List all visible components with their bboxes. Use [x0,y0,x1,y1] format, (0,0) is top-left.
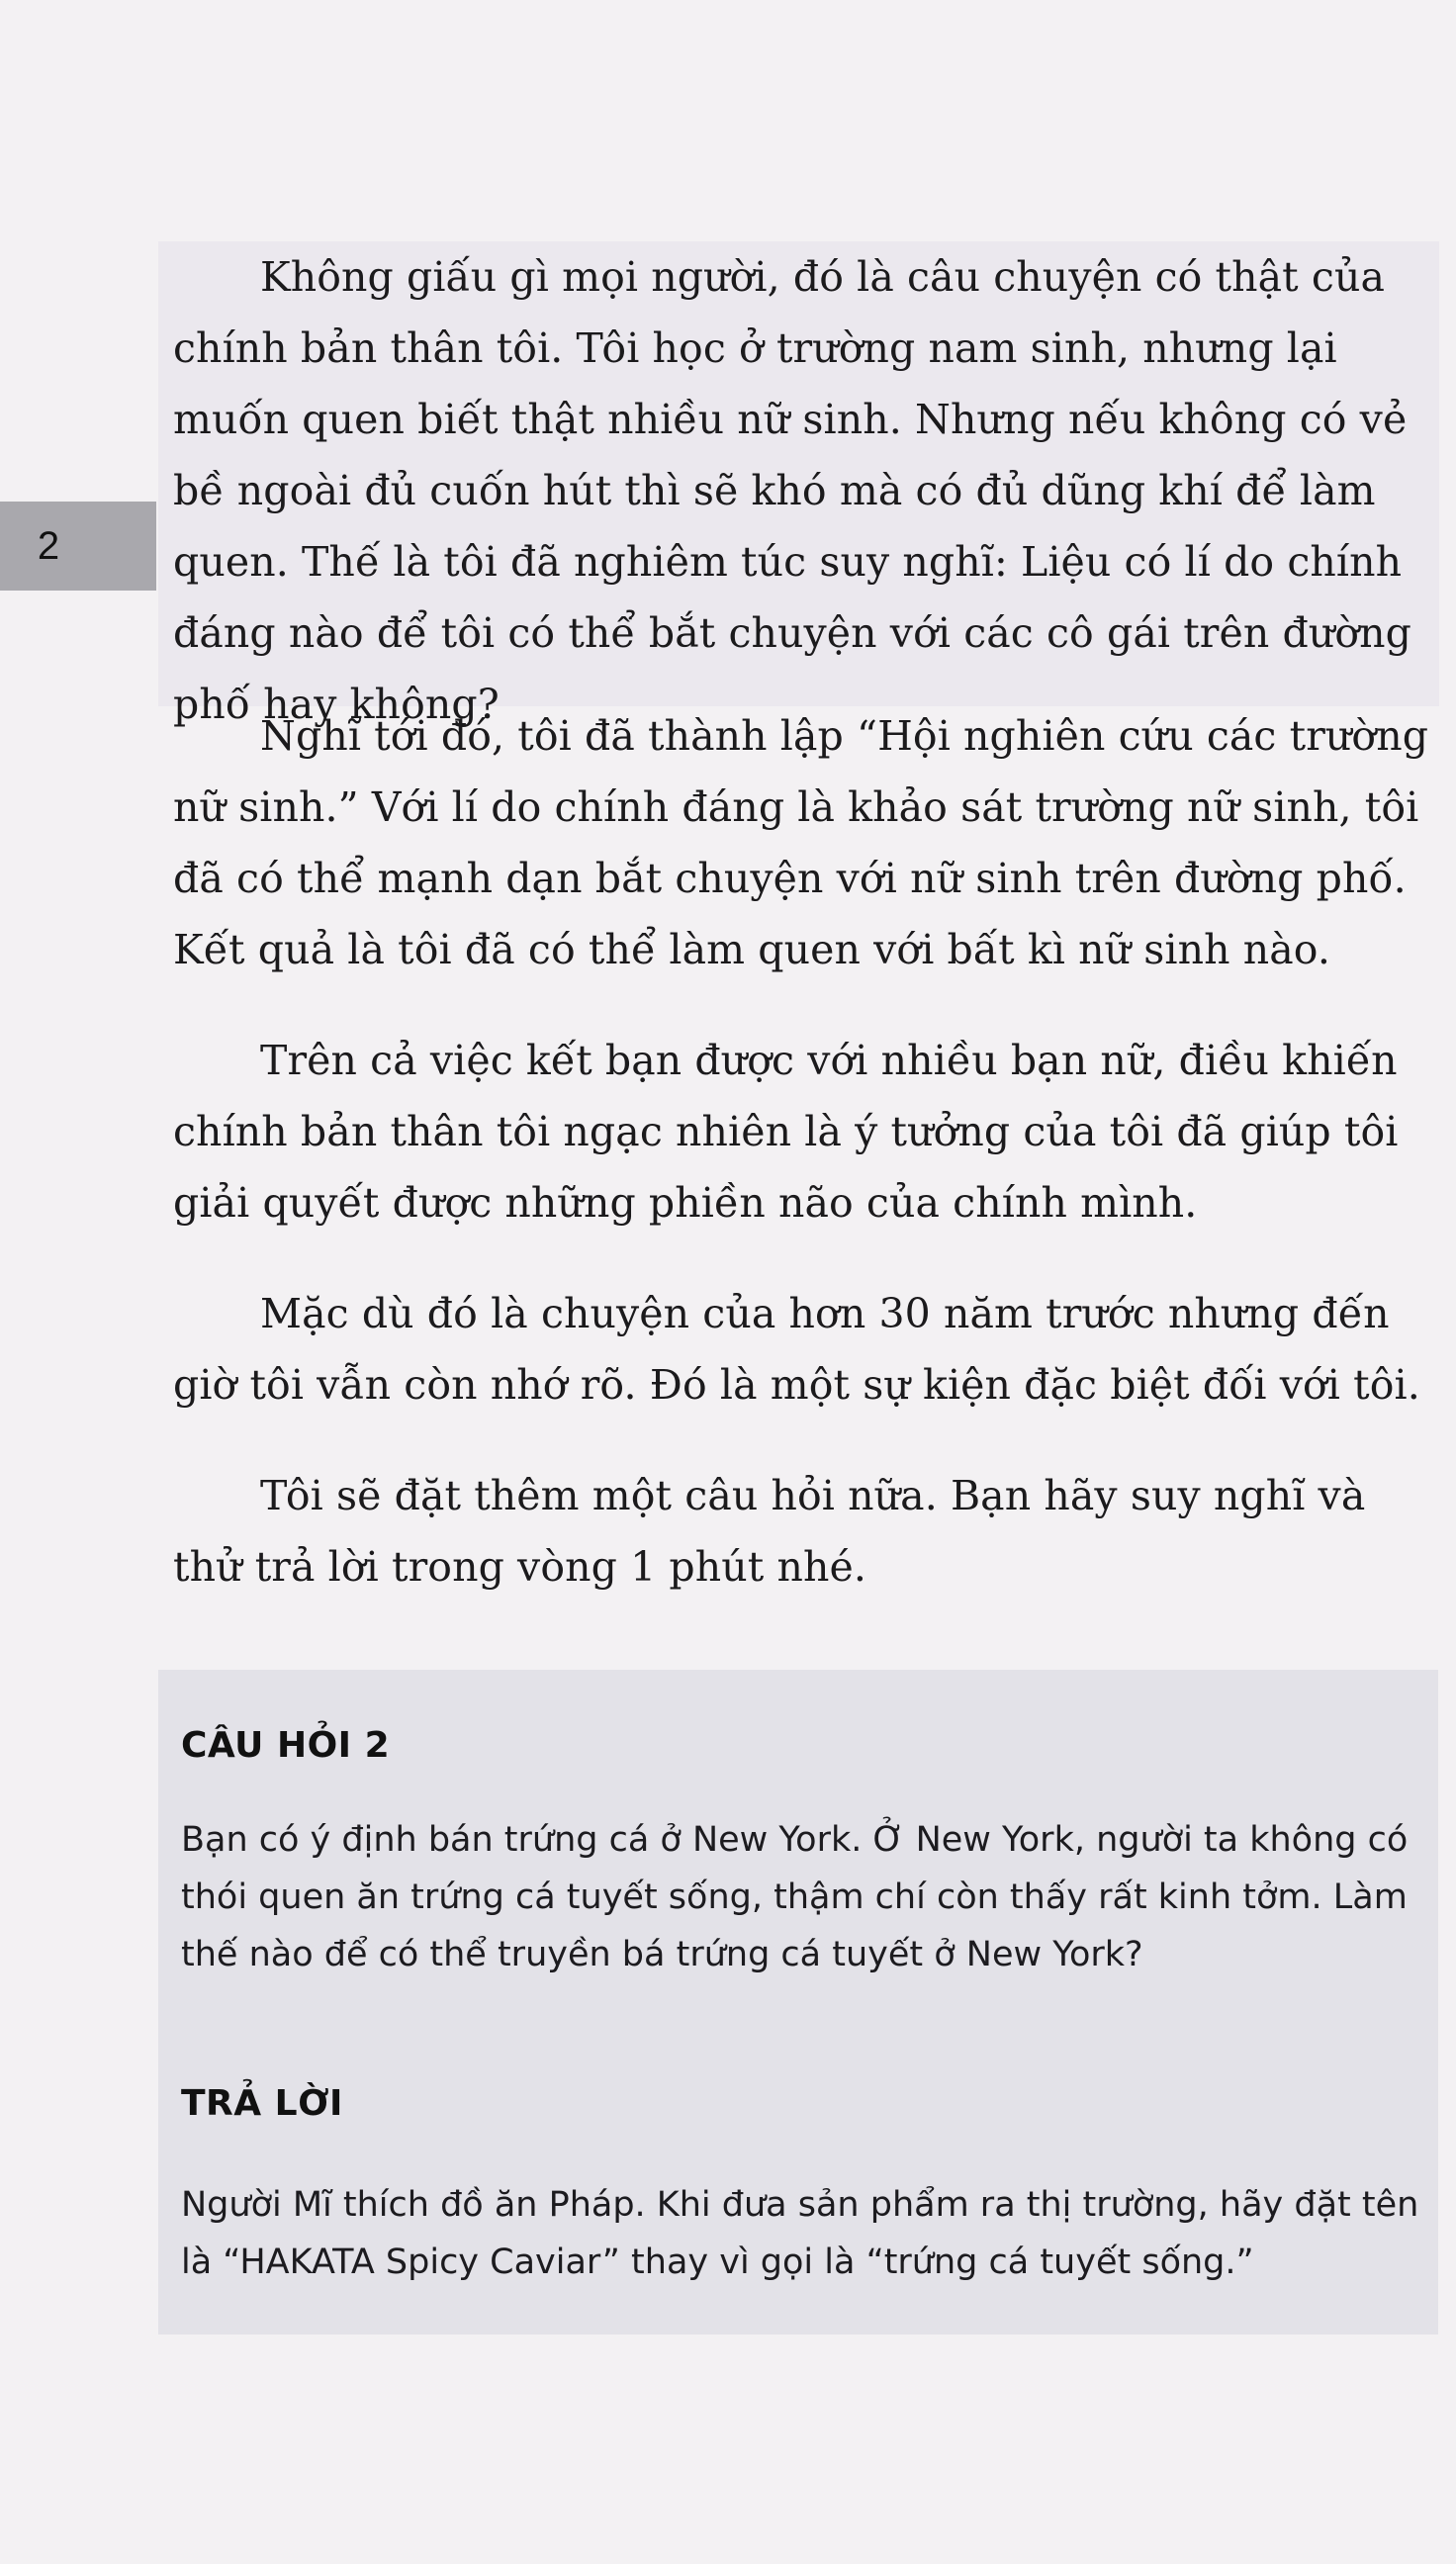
question-text: Bạn có ý định bán trứng cá ở New York. Ở New York, người ta không có thói quen ăn trứng cá tuyết sống, thậm chí còn thấy rất kinh tởm. Làm thế nào để có thể truyền bá trứng cá tuyết ở New York? [181,1820,1409,1974]
answer-text: Người Mĩ thích đồ ăn Pháp. Khi đưa sản phẩm ra thị trường, hãy đặt tên là “HAKATA Spicy Caviar” thay vì gọi là “trứng cá tuyết sống.” [181,2185,1419,2282]
body-paragraph-2: Nghĩ tới đó, tôi đã thành lập “Hội nghiên cứu các trường nữ sinh.” Với lí do chính đáng là khảo sát trường nữ sinh, tôi đã có thể mạnh dạn bắt chuyện với nữ sinh trên đường phố. Kết quả là tôi đã có thể làm quen với bất kì nữ sinh nào. [173,712,1429,973]
answer-heading: TRẢ LỜI [181,2083,343,2124]
page-number-tab [0,502,156,591]
question-heading: CÂU HỎI 2 [181,1725,391,1766]
question-answer-box [158,1670,1438,2335]
body-paragraph-3: Trên cả việc kết bạn được với nhiều bạn nữ, điều khiến chính bản thân tôi ngạc nhiên là ý tưởng của tôi đã giúp tôi giải quyết được những phiền não của chính mình. [173,1037,1399,1227]
page-number: 2 [37,523,60,568]
body-paragraph-5: Tôi sẽ đặt thêm một câu hỏi nữa. Bạn hãy suy nghĩ và thử trả lời trong vòng 1 phút nhé. [173,1472,1366,1591]
body-paragraph-4: Mặc dù đó là chuyện của hơn 30 năm trước nhưng đến giờ tôi vẫn còn nhớ rõ. Đó là một sự kiện đặc biệt đối với tôi. [173,1290,1420,1409]
body-paragraph-1: Không giấu gì mọi người, đó là câu chuyện có thật của chính bản thân tôi. Tôi học ở trường nam sinh, nhưng lại muốn quen biết thật nhiều nữ sinh. Nhưng nếu không có vẻ bề ngoài đủ cuốn hút thì sẽ khó mà có đủ dũng khí để làm quen. Thế là tôi đã nghiêm túc suy nghĩ: Liệu có lí do chính đáng nào để tôi có thể bắt chuyện với các cô gái trên đường phố hay không? [173,253,1411,728]
